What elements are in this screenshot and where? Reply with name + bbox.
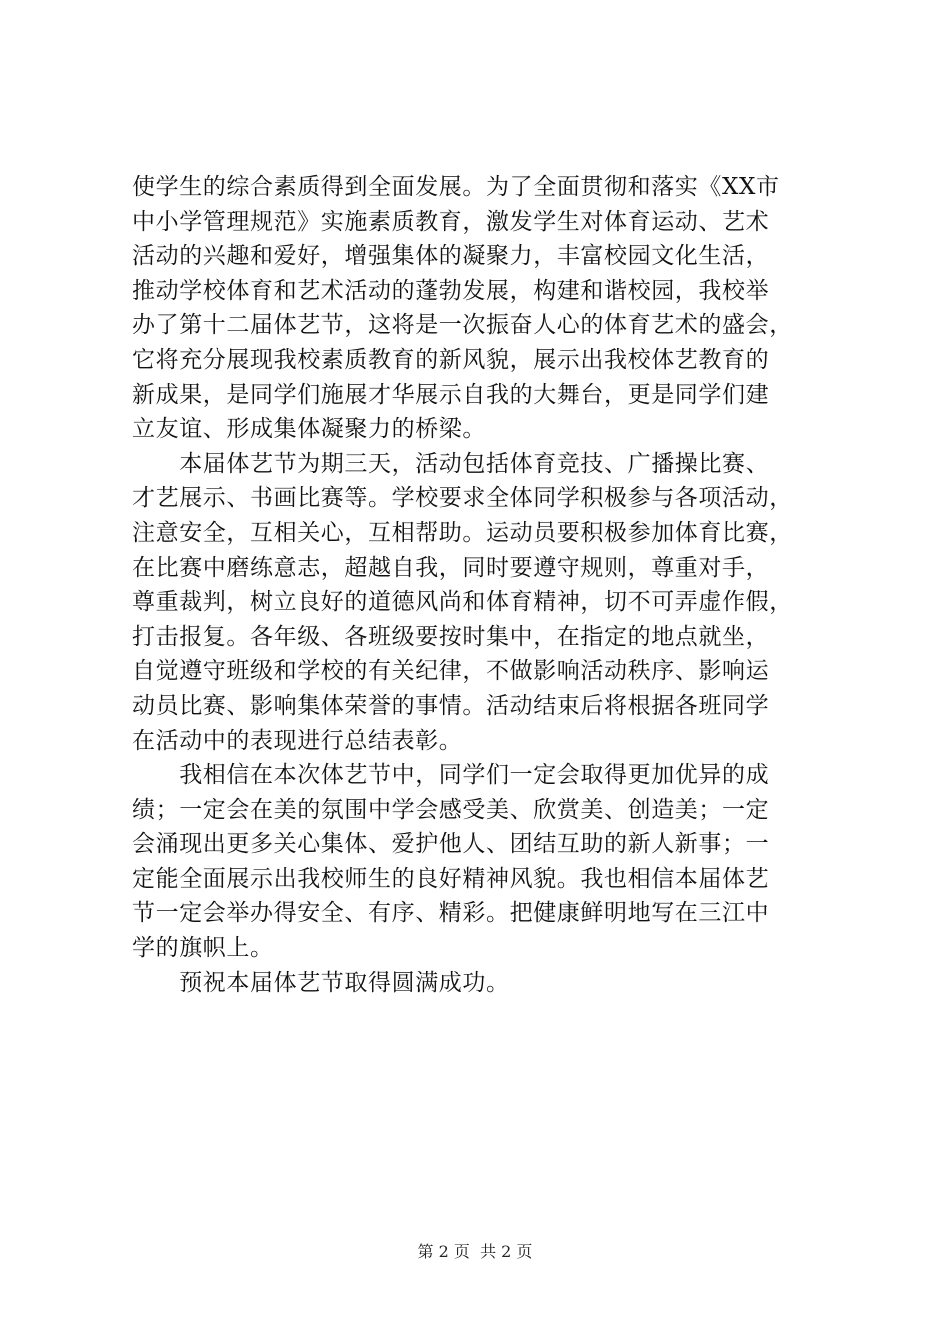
text-line: 在活动中的表现进行总结表彰。 [132,727,463,754]
text-line: 绩；一定会在美的氛围中学会感受美、欣赏美、创造美；一定 [132,796,770,823]
text-line: 打击报复。各年级、各班级要按时集中，在指定的地点就坐， [132,623,770,650]
text-line: 本届体艺节为期三天，活动包括体育竞技、广播操比赛、 [132,450,770,477]
document-body [132,170,832,1000]
text-line: 办了第十二届体艺节，这将是一次振奋人心的体育艺术的盛会， [132,312,793,339]
text-line: 立友谊、形成集体凝聚力的桥梁。 [132,416,486,443]
text-line: 中小学管理规范》实施素质教育，激发学生对体育运动、艺术 [132,208,770,235]
text-line: 尊重裁判，树立良好的道德风尚和体育精神，切不可弄虚作假， [132,589,793,616]
text-line: 会涌现出更多关心集体、爱护他人、团结互助的新人新事；一 [132,831,770,858]
text-line: 活动的兴趣和爱好，增强集体的凝聚力，丰富校园文化生活， [132,243,770,270]
text-line: 自觉遵守班级和学校的有关纪律，不做影响活动秩序、影响运 [132,658,770,685]
text-line: 推动学校体育和艺术活动的蓬勃发展，构建和谐校园，我校举 [132,277,770,304]
text-line: 动员比赛、影响集体荣誉的事情。活动结束后将根据各班同学 [132,692,770,719]
text-line: 节一定会举办得安全、有序、精彩。把健康鲜明地写在三江中 [132,900,770,927]
text-line: 注意安全，互相关心，互相帮助。运动员要积极参加体育比赛， [132,519,793,546]
text-line: 学的旗帜上。 [132,935,274,962]
text-line: 才艺展示、书画比赛等。学校要求全体同学积极参与各项活动， [132,485,793,512]
text-line: 预祝本届体艺节取得圆满成功。 [132,969,510,996]
text-line: 在比赛中磨练意志，超越自我，同时要遵守规则，尊重对手， [132,554,770,581]
text-line: 使学生的综合素质得到全面发展。为了全面贯彻和落实《XX市 [132,174,780,200]
text-line: 新成果，是同学们施展才华展示自我的大舞台，更是同学们建 [132,381,770,408]
text-line: 定能全面展示出我校师生的良好精神风貌。我也相信本届体艺 [132,865,770,892]
text-line: 我相信在本次体艺节中，同学们一定会取得更加优异的成 [132,762,770,789]
page-footer: 第 2 页 共 2 页 [417,1242,533,1261]
text-line: 它将充分展现我校素质教育的新风貌，展示出我校体艺教育的 [132,346,770,373]
